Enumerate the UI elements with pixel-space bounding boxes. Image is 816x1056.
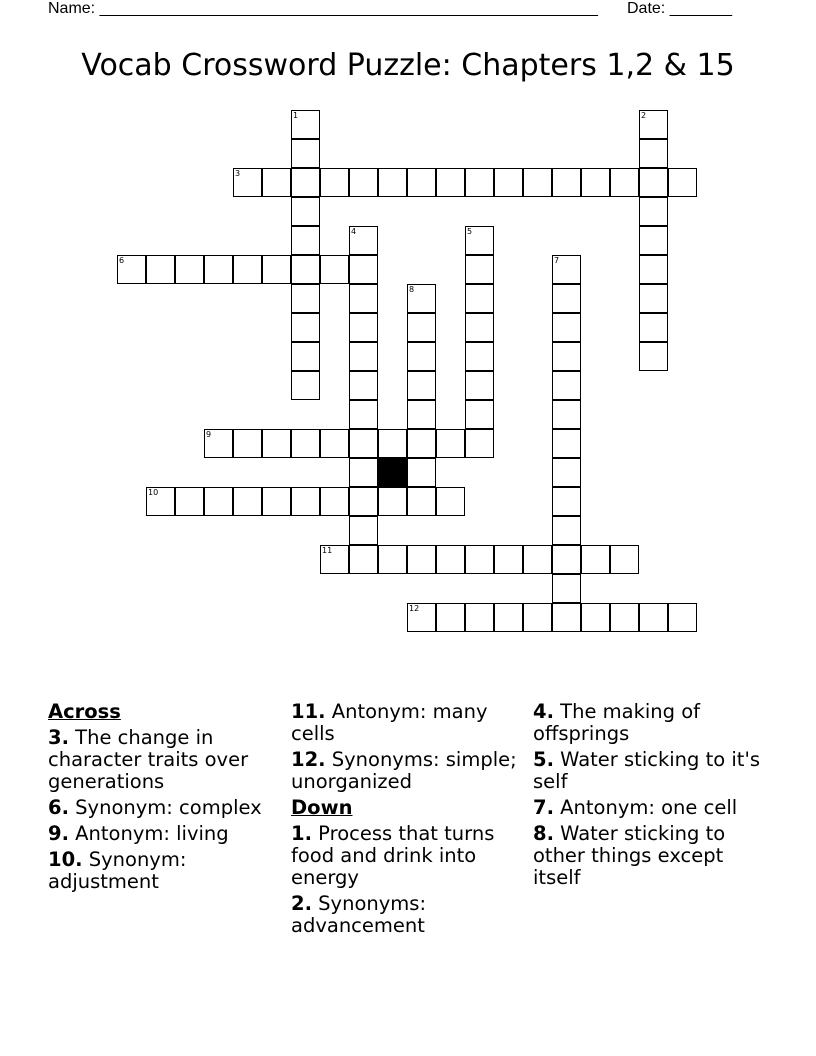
grid-cell[interactable] [639,342,668,371]
clue-number: 9. [48,822,69,845]
clue-text: Antonym: many cells [291,700,488,745]
cell-number: 11 [322,546,333,555]
grid-cell[interactable] [291,429,320,458]
clue-number: 1. [291,822,312,845]
grid-cell[interactable] [552,400,581,429]
grid-cell[interactable] [291,110,320,139]
grid-cell[interactable] [639,313,668,342]
grid-cell[interactable] [552,458,581,487]
grid-cell[interactable] [349,342,378,371]
grid-cell[interactable] [436,168,465,197]
grid-cell[interactable] [291,168,320,197]
grid-cell[interactable] [523,168,552,197]
grid-cell[interactable] [581,545,610,574]
grid-cell[interactable] [494,545,523,574]
grid-cell[interactable] [610,603,639,632]
grid-cell[interactable] [117,255,146,284]
grid-cell[interactable] [407,603,436,632]
down-heading: Down [291,796,353,819]
grid-cell[interactable] [378,545,407,574]
grid-cell[interactable] [291,342,320,371]
grid-cell[interactable] [552,284,581,313]
cell-number: 9 [206,430,212,439]
grid-cell[interactable] [407,371,436,400]
grid-cell[interactable] [349,284,378,313]
grid-cell[interactable] [378,429,407,458]
clue-across-6 [48,797,280,819]
grid-cell[interactable] [291,255,320,284]
cell-number: 2 [641,111,647,120]
grid-cell[interactable] [668,603,697,632]
clue-number: 2. [291,892,312,915]
clue-text: Synonyms: advancement [291,892,427,937]
grid-cell[interactable] [407,429,436,458]
clue-text: Antonym: living [68,822,229,845]
cell-number: 5 [467,227,473,236]
grid-cell[interactable] [407,313,436,342]
grid-cell[interactable] [552,574,581,603]
clue-down-8 [533,823,765,889]
clue-down-2 [291,893,523,937]
grid-cell[interactable] [552,603,581,632]
cell-number: 10 [148,488,159,497]
across-heading: Across [48,700,121,723]
grid-cell[interactable] [349,371,378,400]
grid-cell[interactable] [175,255,204,284]
grid-cell[interactable] [320,168,349,197]
grid-cell[interactable] [436,603,465,632]
clue-down-1 [291,823,523,889]
grid-cell[interactable] [465,226,494,255]
grid-cell[interactable] [291,139,320,168]
grid-cell[interactable] [349,429,378,458]
clue-text: The change in character traits over generations [48,726,249,793]
grid-cell[interactable] [465,255,494,284]
clues-column-1 [48,701,280,897]
clue-down-5 [533,749,765,793]
clue-text: Synonyms: simple; unorganized [291,748,517,793]
grid-cell[interactable] [349,313,378,342]
clue-number: 5. [533,748,554,771]
name-field-label: Name: ________________________________________________________ [48,0,598,17]
grid-cell[interactable] [378,168,407,197]
grid-cell[interactable] [494,168,523,197]
grid-cell[interactable] [320,487,349,516]
grid-cell[interactable] [436,487,465,516]
grid-cell[interactable] [291,313,320,342]
grid-cell[interactable] [465,545,494,574]
grid-cell[interactable] [552,342,581,371]
clue-number: 3. [48,726,69,749]
clue-number: 8. [533,822,554,845]
cell-number: 7 [554,256,560,265]
grid-cell[interactable] [291,197,320,226]
clue-number: 6. [48,796,69,819]
grid-cell[interactable] [349,487,378,516]
clue-text: Water sticking to other things except itself [533,822,726,889]
grid-cell[interactable] [465,371,494,400]
grid-cell[interactable] [233,487,262,516]
clues-column-2 [291,701,523,941]
clue-across-3 [48,727,280,793]
grid-cell[interactable] [465,603,494,632]
grid-cell[interactable] [552,545,581,574]
cell-number: 6 [119,256,125,265]
grid-cell[interactable] [465,313,494,342]
grid-cell[interactable] [204,487,233,516]
grid-cell[interactable] [552,168,581,197]
date-field-label: Date: _______ [627,0,732,17]
grid-cell[interactable] [436,429,465,458]
grid-cell[interactable] [349,400,378,429]
grid-cell[interactable] [146,255,175,284]
grid-cell[interactable] [349,226,378,255]
grid-cell[interactable] [204,429,233,458]
clue-across-9 [48,823,280,845]
cell-number: 12 [409,604,420,613]
grid-cell[interactable] [552,516,581,545]
grid-cell[interactable] [465,168,494,197]
grid-cell[interactable] [639,168,668,197]
cell-number: 3 [235,169,241,178]
grid-cell[interactable] [291,487,320,516]
clue-text: Process that turns food and drink into energy [291,822,495,889]
grid-cell[interactable] [552,487,581,516]
clue-text: The making of offsprings [533,700,701,745]
clue-down-4 [533,701,765,745]
grid-cell[interactable] [639,197,668,226]
clue-number: 12. [291,748,326,771]
cell-number: 8 [409,285,415,294]
grid-cell[interactable] [349,458,378,487]
grid-cell[interactable] [291,226,320,255]
grid-cell[interactable] [233,255,262,284]
grid-cell[interactable] [262,487,291,516]
grid-cell[interactable] [407,545,436,574]
clue-number: 11. [291,700,326,723]
clues-column-3 [533,701,765,893]
grid-cell[interactable] [291,284,320,313]
clue-across-11 [291,701,523,745]
grid-cell[interactable] [465,284,494,313]
grid-cell[interactable] [465,429,494,458]
grid-cell[interactable] [320,429,349,458]
grid-cell[interactable] [581,603,610,632]
grid-cell[interactable] [639,603,668,632]
page-title: Vocab Crossword Puzzle: Chapters 1,2 & 15 [81,48,735,83]
grid-cell[interactable] [552,371,581,400]
grid-cell[interactable] [465,400,494,429]
clue-text: Synonym: complex [68,796,262,819]
black-cell [378,458,407,487]
grid-cell[interactable] [552,313,581,342]
cell-number: 1 [293,111,299,120]
clue-text: Water sticking to it's self [533,748,760,793]
grid-cell[interactable] [581,168,610,197]
grid-cell[interactable] [639,226,668,255]
grid-cell[interactable] [262,168,291,197]
grid-cell[interactable] [320,545,349,574]
clue-text: Antonym: one cell [553,796,738,819]
grid-cell[interactable] [639,110,668,139]
grid-cell[interactable] [668,168,697,197]
grid-cell[interactable] [233,168,262,197]
grid-cell[interactable] [610,168,639,197]
grid-cell[interactable] [639,255,668,284]
clue-number: 10. [48,848,83,871]
grid-cell[interactable] [233,429,262,458]
grid-cell[interactable] [407,168,436,197]
grid-cell[interactable] [407,342,436,371]
grid-cell[interactable] [552,429,581,458]
grid-cell[interactable] [407,487,436,516]
grid-cell[interactable] [204,255,233,284]
grid-cell[interactable] [175,487,204,516]
grid-cell[interactable] [349,545,378,574]
grid-cell[interactable] [494,603,523,632]
cell-number: 4 [351,227,357,236]
clue-across-12 [291,749,523,793]
grid-cell[interactable] [639,139,668,168]
grid-cell[interactable] [407,400,436,429]
clue-number: 4. [533,700,554,723]
grid-cell[interactable] [378,487,407,516]
grid-cell[interactable] [291,371,320,400]
grid-cell[interactable] [146,487,175,516]
clue-across-10 [48,849,280,893]
grid-cell[interactable] [320,255,349,284]
grid-cell[interactable] [349,516,378,545]
grid-cell[interactable] [262,429,291,458]
grid-cell[interactable] [610,545,639,574]
grid-cell[interactable] [523,603,552,632]
grid-cell[interactable] [523,545,552,574]
grid-cell[interactable] [639,284,668,313]
clue-number: 7. [533,796,554,819]
clue-down-7 [533,797,765,819]
grid-cell[interactable] [552,255,581,284]
grid-cell[interactable] [465,342,494,371]
grid-cell[interactable] [407,458,436,487]
grid-cell[interactable] [349,255,378,284]
grid-cell[interactable] [349,168,378,197]
grid-cell[interactable] [436,545,465,574]
grid-cell[interactable] [262,255,291,284]
clue-text: Synonym: adjustment [48,848,187,893]
grid-cell[interactable] [407,284,436,313]
